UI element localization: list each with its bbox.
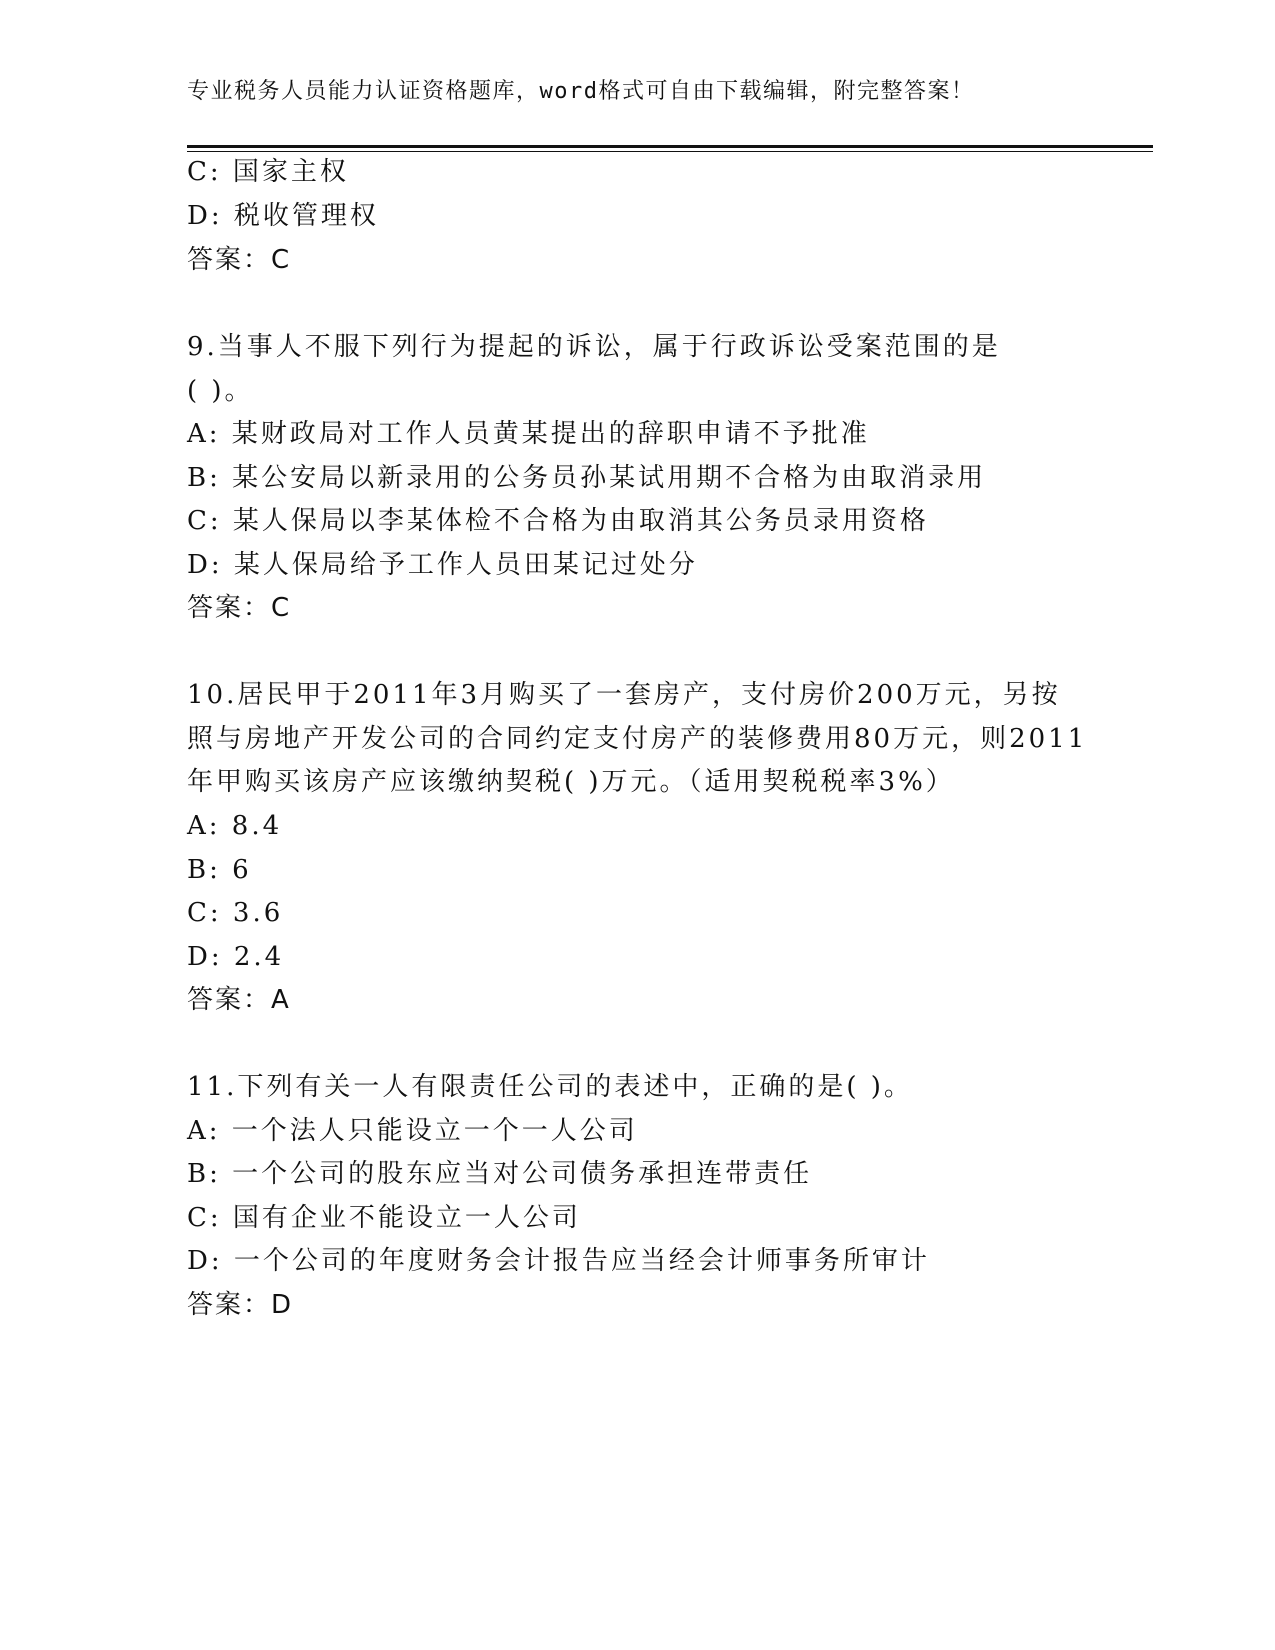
q9-stem-line2: ( )。	[187, 376, 254, 406]
header-rule-thick	[187, 145, 1153, 148]
q11-stem-line1: 11.下列有关一人有限责任公司的表述中，正确的是( )。	[187, 1072, 913, 1102]
q10-option-a: A: 8.4	[187, 811, 283, 841]
q10-option-d: D: 2.4	[187, 942, 285, 972]
q9-stem-line1: 9.当事人不服下列行为提起的诉讼，属于行政诉讼受案范围的是	[187, 332, 1001, 362]
q10-stem-line2: 照与房地产开发公司的合同约定支付房产的装修费用80万元，则2011	[187, 724, 1088, 754]
q11-option-b: B: 一个公司的股东应当对公司债务承担连带责任	[187, 1159, 813, 1189]
q10-answer: 答案：A	[187, 985, 291, 1015]
q11-option-c: C: 国有企业不能设立一人公司	[187, 1203, 581, 1233]
q9-answer: 答案：C	[187, 593, 292, 623]
q10-stem-line1: 10.居民甲于2011年3月购买了一套房产，支付房价200万元，另按	[187, 680, 1061, 710]
prev-answer: 答案：C	[187, 245, 292, 275]
q9-option-d: D: 某人保局给予工作人员田某记过处分	[187, 550, 698, 580]
q9-option-c: C: 某人保局以李某体检不合格为由取消其公务员录用资格	[187, 506, 929, 536]
prev-option-c: C: 国家主权	[187, 157, 349, 187]
q11-option-d: D: 一个公司的年度财务会计报告应当经会计师事务所审计	[187, 1246, 930, 1276]
prev-option-d: D: 税收管理权	[187, 201, 379, 231]
q10-stem-line3: 年甲购买该房产应该缴纳契税( )万元。（适用契税税率3%）	[187, 767, 955, 797]
q11-answer: 答案：D	[187, 1290, 294, 1320]
header-rule-thin	[187, 151, 1153, 152]
q9-option-b: B: 某公安局以新录用的公务员孙某试用期不合格为由取消录用	[187, 463, 987, 493]
page-header: 专业税务人员能力认证资格题库，word格式可自由下载编辑，附完整答案！	[187, 79, 975, 104]
q11-option-a: A: 一个法人只能设立一个一人公司	[187, 1116, 638, 1146]
q10-option-c: C: 3.6	[187, 898, 284, 928]
q9-option-a: A: 某财政局对工作人员黄某提出的辞职申请不予批准	[187, 419, 870, 449]
q10-option-b: B: 6	[187, 855, 252, 885]
